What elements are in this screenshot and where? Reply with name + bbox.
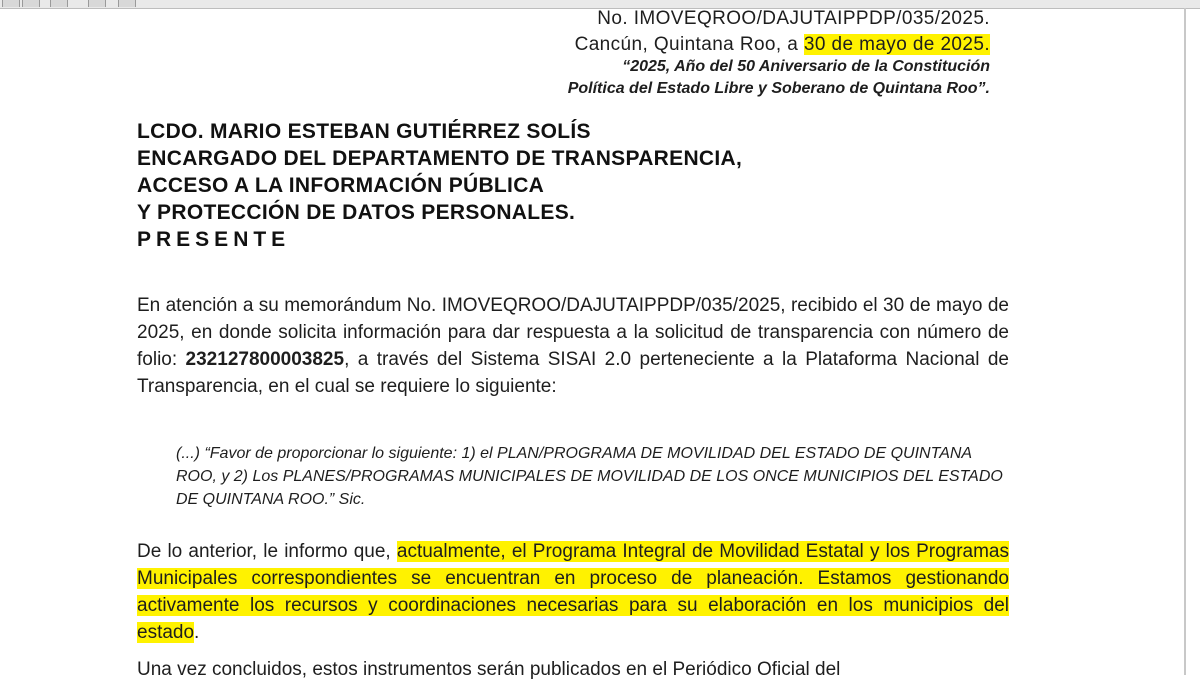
toolbar-button[interactable] — [50, 0, 68, 7]
request-quote: (...) “Favor de proporcionar lo siguiente: 1) el PLAN/PROGRAMA DE MOVILIDAD DEL ESTADO DE QUINTANA ROO, y 2) Los PLANES/PROGRAMAS MUNICIPALES DE MOVILIDAD DE LOS ONCE MUNICIPIOS DEL ESTADO DE QUINTANA ROO.” Sic. — [176, 445, 1003, 508]
paragraph-1-text-b: , a través del Sistema SISAI 2.0 perteneciente a la Plataforma Nacional de Transparencia, en el cual se requiere lo siguiente: — [137, 349, 1009, 397]
reference-number: No. IMOVEQROO/DAJUTAIPPDP/035/2025. — [597, 8, 990, 29]
year-legend-line2: Política del Estado Libre y Soberano de Quintana Roo”. — [567, 80, 990, 97]
folio-number: 232127800003825 — [185, 349, 345, 370]
toolbar-button[interactable] — [2, 0, 20, 7]
place-and-date — [575, 34, 990, 56]
year-legend-line1: “2025, Año del 50 Aniversario de la Constitución — [622, 58, 990, 75]
addressee-name: LCDO. MARIO ESTEBAN GUTIÉRREZ SOLÍS — [137, 120, 591, 143]
place-prefix: Cancún, Quintana Roo, a — [574, 34, 804, 55]
vertical-scrollbar[interactable] — [1184, 8, 1186, 675]
paragraph-2-text-b: . — [194, 622, 200, 643]
paragraph-1-text-a: En atención a su memorándum No. IMOVEQROO/DAJUTAIPPDP/035/2025, recibido el 30 de mayo de 2025, en donde solicita información para dar respuesta a la solicitud de transparencia con número de folio: — [137, 295, 1009, 370]
toolbar-button[interactable] — [88, 0, 106, 7]
body-paragraph-1 — [137, 292, 1009, 400]
greeting: PRESENTE — [137, 228, 291, 251]
addressee-role-line2: ACCESO A LA INFORMACIÓN PÚBLICA — [137, 174, 545, 197]
addressee-role-line3: Y PROTECCIÓN DE DATOS PERSONALES. — [137, 201, 576, 224]
addressee-role-line1: ENCARGADO DEL DEPARTAMENTO DE TRANSPARENCIA, — [137, 147, 743, 170]
highlighted-date: 30 de mayo de 2025. — [803, 34, 990, 55]
paragraph-2-text-a: De lo anterior, le informo que, — [137, 541, 397, 562]
toolbar-button[interactable] — [118, 0, 136, 7]
highlighted-statement: actualmente, el Programa Integral de Movilidad Estatal y los Programas Municipales correspondientes se encuentran en proceso de planeación. Estamos gestionando activamente los recursos y coordinaciones necesarias para su elaboración en los municipios del estado — [137, 541, 1009, 643]
body-paragraph-3: Una vez concluidos, estos instrumentos serán publicados en el Periódico Oficial del — [137, 659, 841, 680]
toolbar-button[interactable] — [22, 0, 40, 7]
document-page — [0, 8, 1180, 680]
body-paragraph-2 — [137, 538, 1009, 646]
